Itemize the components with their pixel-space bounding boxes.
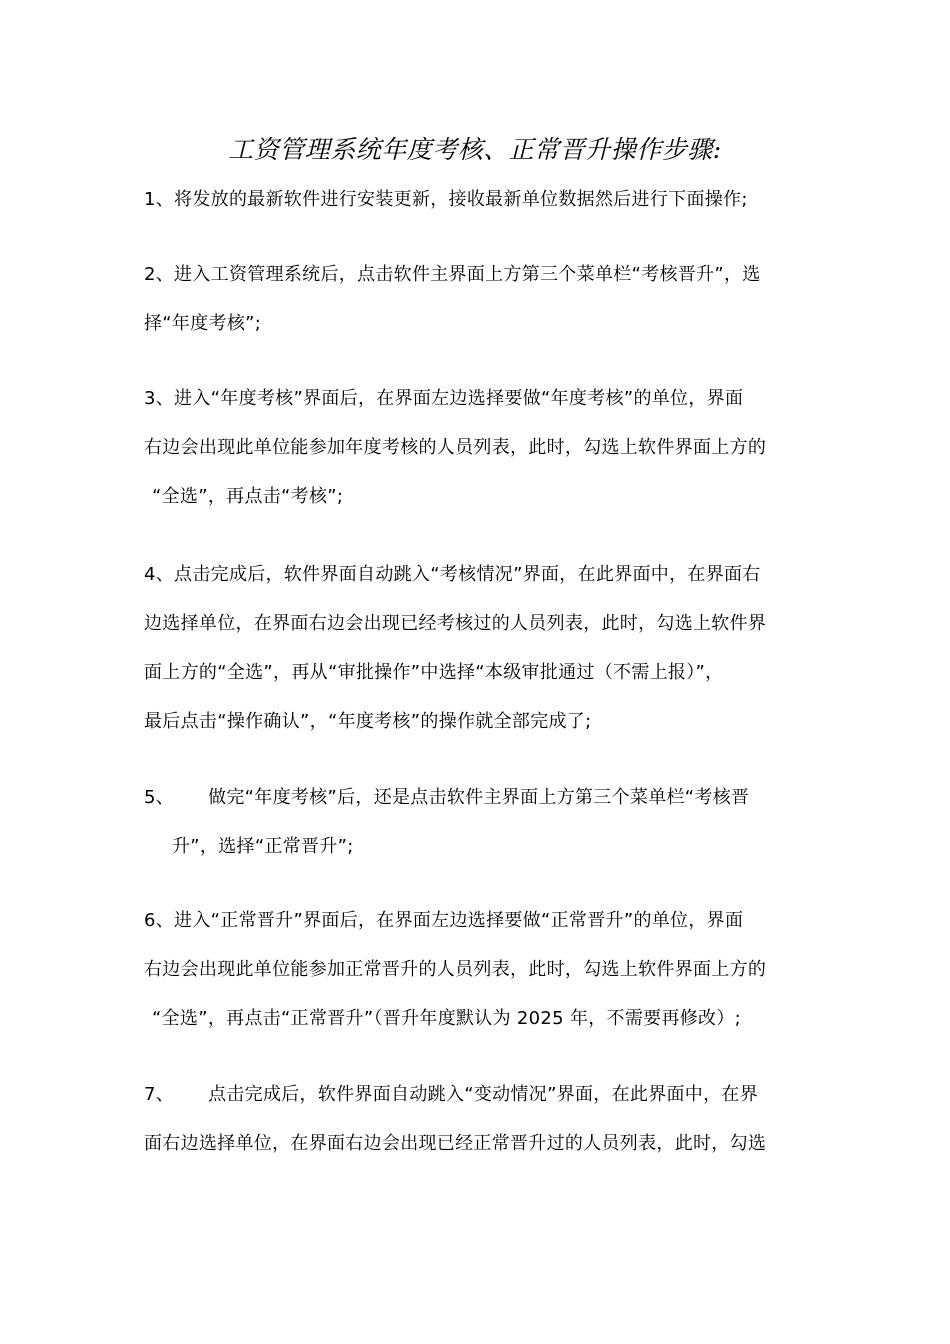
step-7-line-1-text: 点击完成后，软件界面自动跳入“变动情况”界面，在此界面中，在界 — [208, 1084, 759, 1105]
step-4 — [144, 550, 814, 746]
step-4-line-3: 面上方的“全选”，再从“审批操作”中选择“本级审批通过（不需上报）”， — [144, 662, 724, 683]
step-3 — [144, 374, 814, 521]
step-7 — [144, 1070, 814, 1168]
step-5 — [144, 773, 814, 871]
step-1 — [144, 175, 814, 224]
step-4-line-2: 边选择单位，在界面右边会出现已经考核过的人员列表，此时，勾选上软件界 — [144, 613, 767, 634]
step-5-line-1-text: 做完“年度考核”后，还是点击软件主界面上方第三个菜单栏“考核晋 — [208, 787, 750, 808]
step-7-line-1 — [144, 1070, 814, 1119]
step-6-line-1: 6、进入“正常晋升”界面后，在界面左边选择要做“正常晋升”的单位，界面 — [144, 910, 744, 931]
step-5-line-1 — [144, 773, 814, 822]
step-5-number: 5、 — [144, 787, 175, 808]
step-7-number: 7、 — [144, 1084, 175, 1105]
step-6-line-3: “全选”，再点击“正常晋升”（晋升年度默认为 2025 年，不需要再修改）; — [152, 1008, 742, 1029]
step-6-line-2: 右边会出现此单位能参加正常晋升的人员列表，此时，勾选上软件界面上方的 — [144, 959, 767, 980]
step-3-line-3: “全选”，再点击“考核”; — [152, 486, 344, 507]
step-3-line-2: 右边会出现此单位能参加年度考核的人员列表，此时，勾选上软件界面上方的 — [144, 437, 767, 458]
step-5-line-2: 升”，选择“正常晋升”; — [172, 836, 354, 857]
step-3-line-1: 3、进入“年度考核”界面后，在界面左边选择要做“年度考核”的单位，界面 — [144, 388, 744, 409]
step-7-line-2: 面右边选择单位，在界面右边会出现已经正常晋升过的人员列表，此时，勾选 — [144, 1133, 767, 1154]
step-2 — [144, 250, 814, 348]
step-6 — [144, 896, 814, 1043]
document-title: 工资管理系统年度考核、正常晋升操作步骤: — [228, 135, 722, 164]
step-4-line-4: 最后点击“操作确认”，“年度考核”的操作就全部完成了; — [144, 711, 592, 732]
step-2-line-2: 择“年度考核”; — [144, 313, 262, 334]
step-4-line-1: 4、点击完成后，软件界面自动跳入“考核情况”界面，在此界面中，在界面右 — [144, 564, 761, 585]
step-1-line-1: 1、将发放的最新软件进行安装更新，接收最新单位数据然后进行下面操作; — [144, 189, 748, 210]
step-2-line-1: 2、进入工资管理系统后，点击软件主界面上方第三个菜单栏“考核晋升”，选 — [144, 264, 761, 285]
